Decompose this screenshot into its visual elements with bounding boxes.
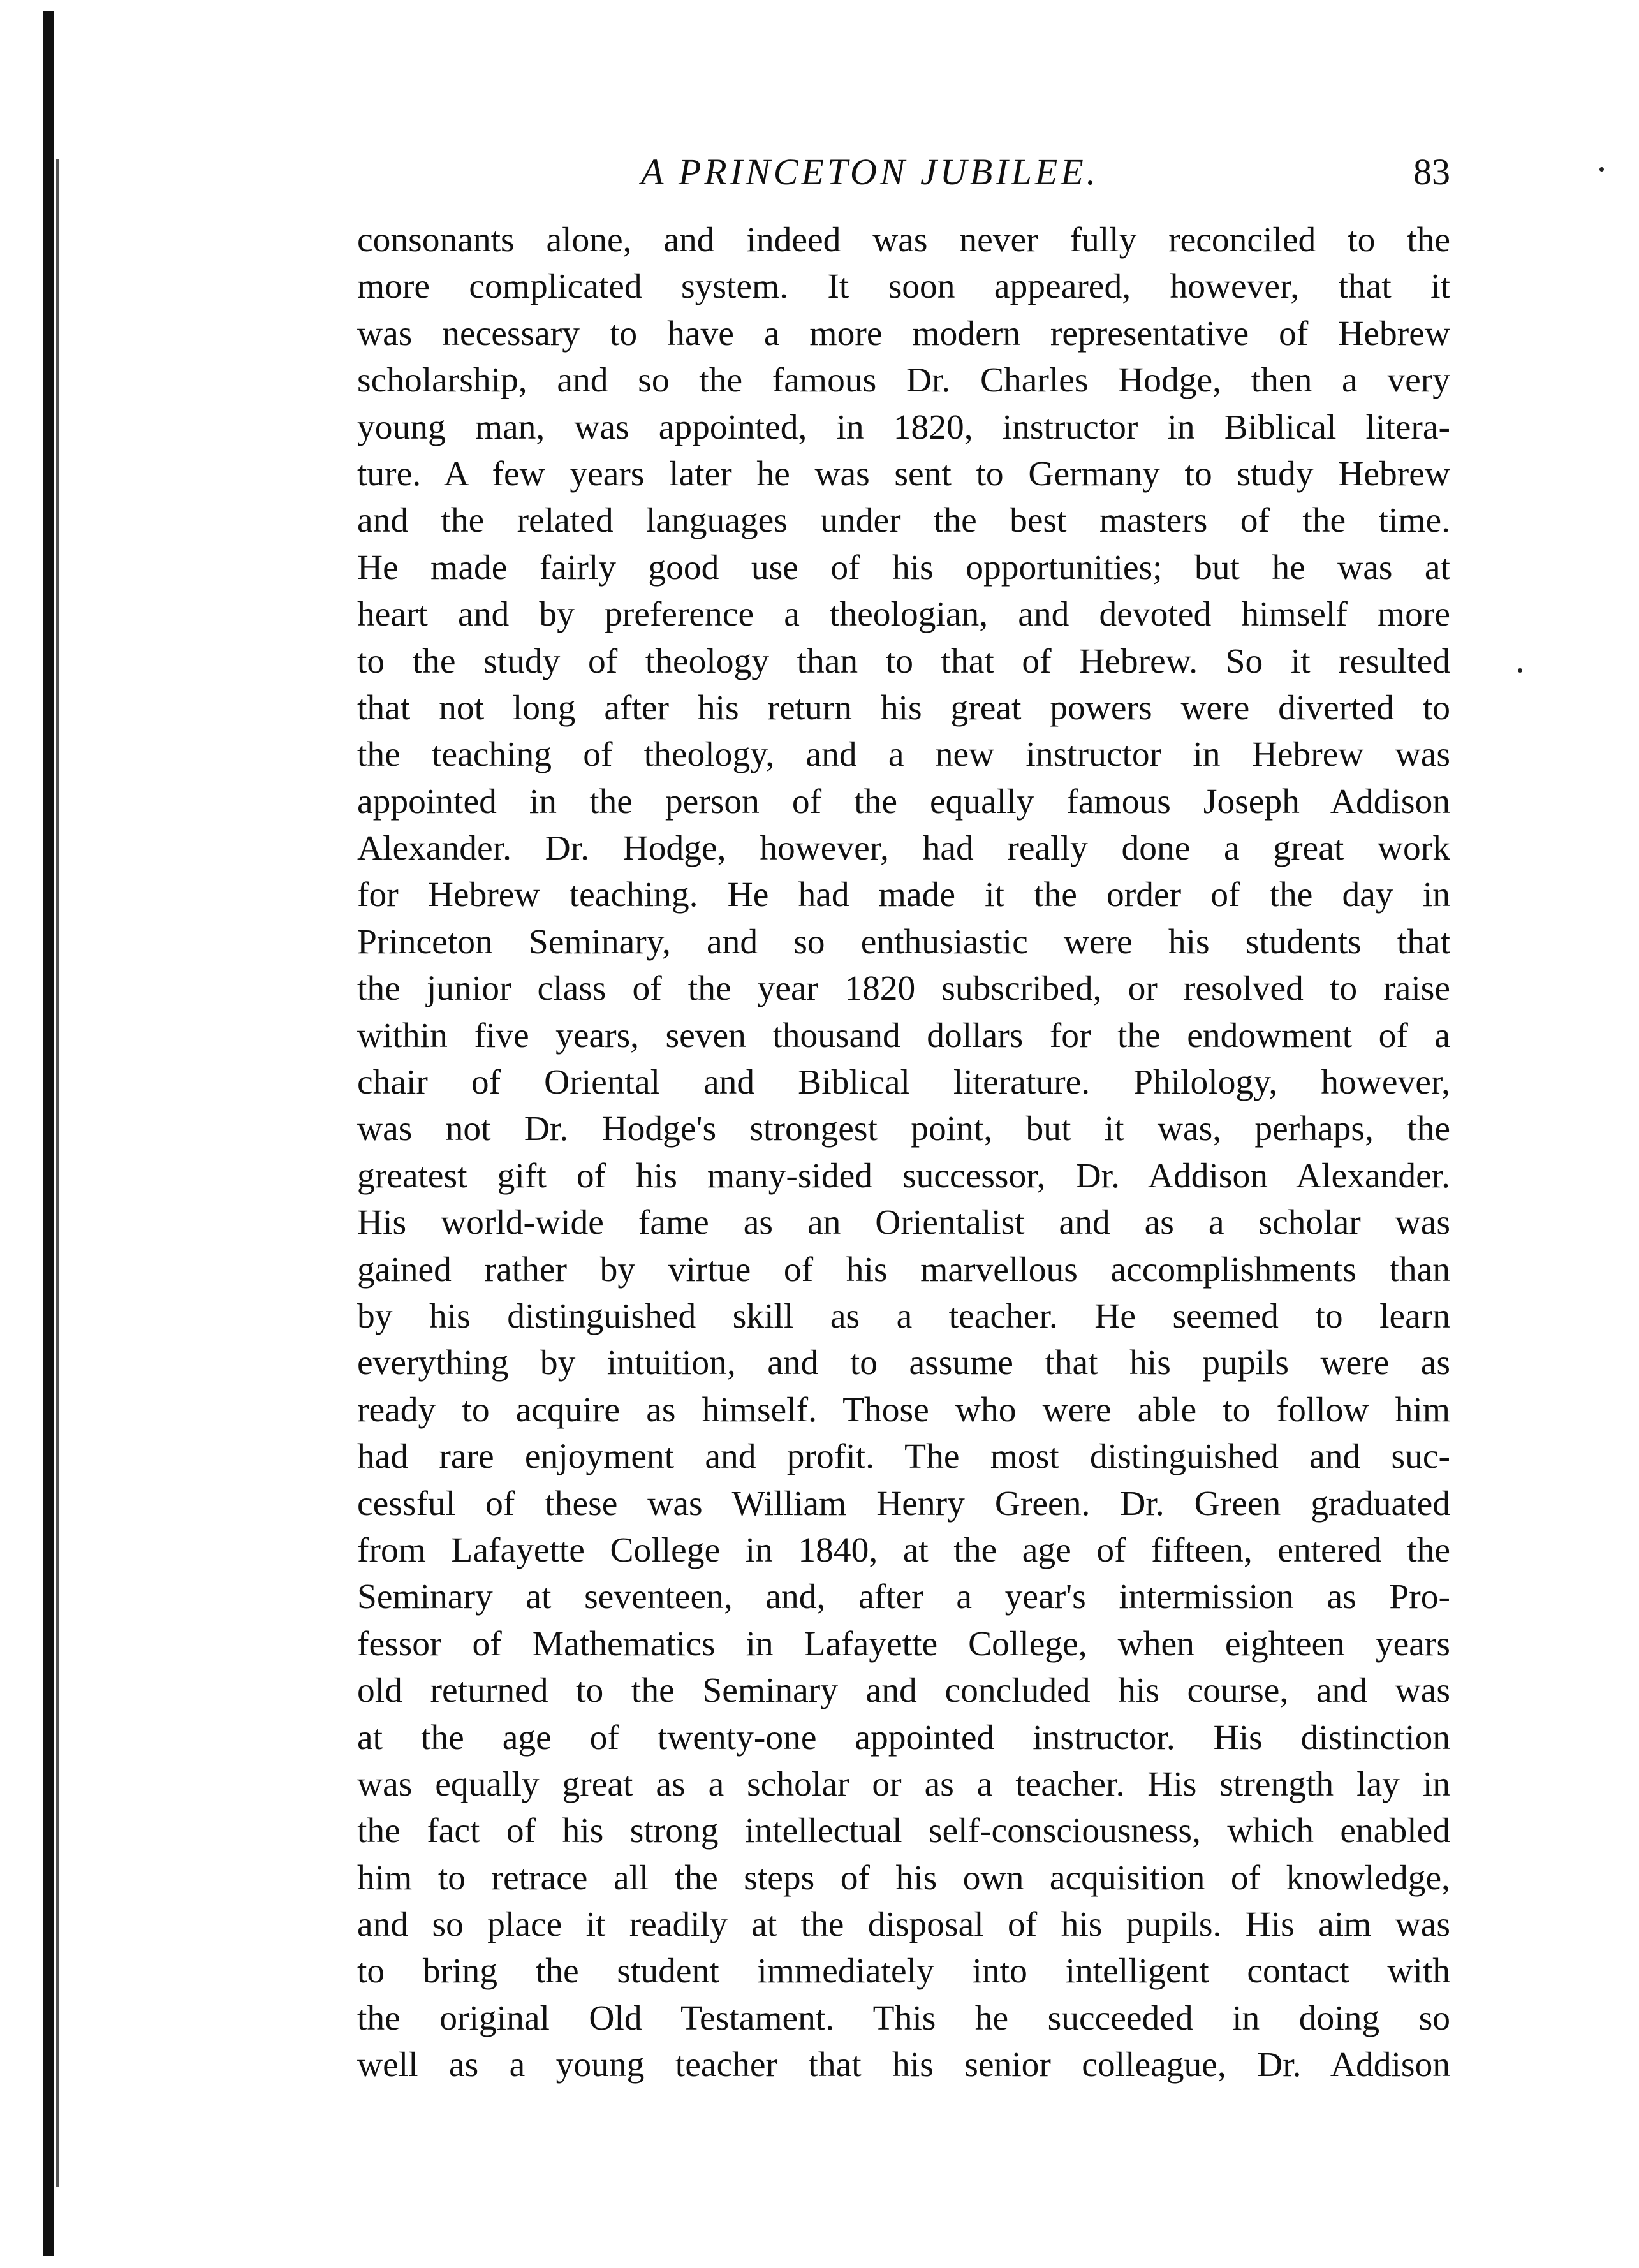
text-line: ture. A few years later he was sent to Germany to study Hebrew: [357, 454, 1450, 494]
text-line: and so place it readily at the disposal of his pupils. His aim was: [357, 1905, 1450, 1945]
text-line: that not long after his return his great powers were diverted to: [357, 688, 1450, 728]
text-line: and the related languages under the best masters of the time.: [357, 501, 1450, 541]
text-line: more complicated system. It soon appeared, however, that it: [357, 267, 1450, 307]
text-line: everything by intuition, and to assume that his pupils were as: [357, 1343, 1450, 1383]
text-line: cessful of these was William Henry Green. Dr. Green graduated: [357, 1484, 1450, 1523]
text-line: the original Old Testament. This he succeeded in doing so: [357, 1998, 1450, 2038]
text-line: him to retrace all the steps of his own acquisition of knowledge,: [357, 1858, 1450, 1898]
text-line: chair of Oriental and Biblical literature. Philology, however,: [357, 1063, 1450, 1102]
running-title: A PRINCETON JUBILEE.: [641, 151, 1099, 193]
text-line: His world-wide fame as an Orientalist and as a scholar was: [357, 1203, 1450, 1243]
body-text: [357, 217, 1450, 2089]
stray-ink-mark: [1599, 167, 1604, 172]
binding-edge: [43, 11, 54, 2256]
text-line: greatest gift of his many-sided successor, Dr. Addison Alexander.: [357, 1156, 1450, 1196]
text-line: the fact of his strong intellectual self-consciousness, which enabled: [357, 1811, 1450, 1851]
text-line: He made fairly good use of his opportunities; but he was at: [357, 548, 1450, 587]
text-line: was equally great as a scholar or as a teacher. His strength lay in: [357, 1764, 1450, 1804]
text-line: within five years, seven thousand dollars for the endowment of a: [357, 1016, 1450, 1055]
text-line: gained rather by virtue of his marvellous accomplishments than: [357, 1250, 1450, 1289]
text-line: old returned to the Seminary and concluded his course, and was: [357, 1671, 1450, 1711]
text-line: from Lafayette College in 1840, at the age of fifteen, entered the: [357, 1530, 1450, 1570]
text-line: by his distinguished skill as a teacher. He seemed to learn: [357, 1296, 1450, 1336]
text-line: was not Dr. Hodge's strongest point, but it was, perhaps, the: [357, 1109, 1450, 1149]
text-line: heart and by preference a theologian, and devoted himself more: [357, 595, 1450, 634]
text-line: appointed in the person of the equally famous Joseph Addison: [357, 782, 1450, 821]
text-line: to the study of theology than to that of Hebrew. So it resulted: [357, 641, 1450, 681]
text-line: to bring the student immediately into intelligent contact with: [357, 1952, 1450, 1991]
page-number: 83: [1413, 151, 1450, 193]
text-line: ready to acquire as himself. Those who were able to follow him: [357, 1390, 1450, 1430]
text-line: scholarship, and so the famous Dr. Charles Hodge, then a very: [357, 361, 1450, 400]
text-line: the teaching of theology, and a new instructor in Hebrew was: [357, 735, 1450, 775]
running-head: [357, 143, 1450, 201]
text-line: young man, was appointed, in 1820, instructor in Biblical litera-: [357, 407, 1450, 447]
text-line: for Hebrew teaching. He had made it the order of the day in: [357, 875, 1450, 915]
text-line: was necessary to have a more modern representative of Hebrew: [357, 314, 1450, 353]
text-line: well as a young teacher that his senior colleague, Dr. Addison: [357, 2045, 1450, 2085]
text-line: the junior class of the year 1820 subscribed, or resolved to raise: [357, 969, 1450, 1009]
text-line: Seminary at seventeen, and, after a year's intermission as Pro-: [357, 1577, 1450, 1617]
text-line: Princeton Seminary, and so enthusiastic were his students that: [357, 922, 1450, 962]
text-line: Alexander. Dr. Hodge, however, had really done a great work: [357, 829, 1450, 868]
text-line: fessor of Mathematics in Lafayette College, when eighteen years: [357, 1624, 1450, 1664]
text-line: consonants alone, and indeed was never fully reconciled to the: [357, 221, 1450, 260]
text-line: at the age of twenty-one appointed instructor. His distinction: [357, 1718, 1450, 1757]
stray-ink-mark: [1518, 668, 1522, 673]
text-line: had rare enjoyment and profit. The most distinguished and suc-: [357, 1437, 1450, 1477]
binding-edge-shadow: [56, 159, 59, 2187]
